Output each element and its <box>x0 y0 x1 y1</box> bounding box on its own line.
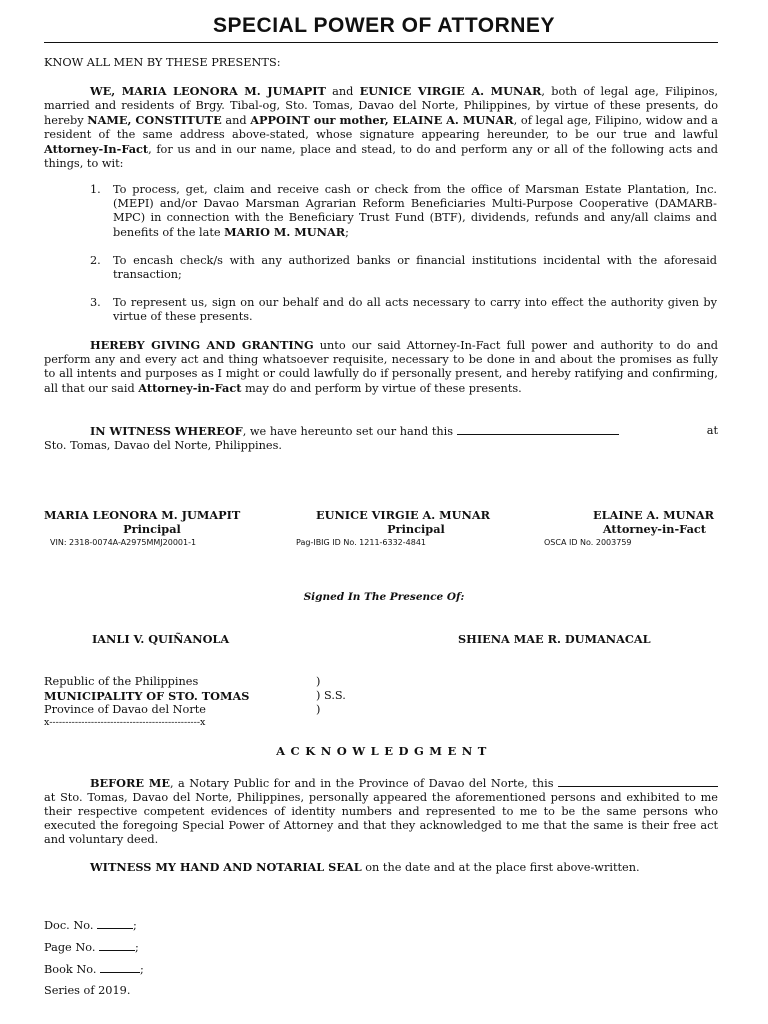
signatory-block <box>540 508 718 550</box>
venue-block <box>44 675 344 728</box>
witness-name: IANLI V. QUIÑANOLA <box>92 632 230 646</box>
know-all-heading: KNOW ALL MEN BY THESE PRESENTS: <box>44 56 281 69</box>
signatory-role: Principal <box>387 522 445 536</box>
item-number: 3. <box>90 296 101 309</box>
document-title: SPECIAL POWER OF ATTORNEY <box>213 14 555 37</box>
venue-line: Province of Davao del Norte <box>44 703 206 716</box>
acknowledgment-heading: ACKNOWLEDGMENT <box>276 744 492 758</box>
signatory-name: EUNICE VIRGIE A. MUNAR <box>316 508 490 522</box>
venue-line: Republic of the Philippines <box>44 675 199 688</box>
item-number: 2. <box>90 254 101 267</box>
signatory-name: ELAINE A. MUNAR <box>593 508 714 522</box>
signatory-id: VIN: 2318-0074A-A2975MMJ20001-1 <box>50 538 197 547</box>
signatory-role: Principal <box>123 522 181 536</box>
paragraph-witness-whereof: IN WITNESS WHEREOF, we have hereunto set our hand this at Sto. Tomas, Davao del Norte, Philippines. <box>44 424 718 453</box>
signed-in-presence: Signed In The Presence Of: <box>303 591 465 603</box>
page-number: Page No. ; <box>44 941 139 954</box>
venue-line: MUNICIPALITY OF STO. TOMAS <box>44 689 250 703</box>
list-item: To process, get, claim and receive cash or check from the office of Marsman Estate Plantation, Inc. (MEPI) and/or Davao Marsman Agrarian Reform Beneficiaries Multi-Purpose Cooperative (DAMARB-MPC) in connection with the Beneficiary Trust Fund (BTF), dividends, refunds and any/all claims and benefits of the late MARIO M. MUNAR; <box>113 183 717 240</box>
signatory-block <box>44 508 276 550</box>
signatory-name: MARIA LEONORA M. JUMAPIT <box>44 508 241 522</box>
date-blank[interactable] <box>558 776 718 787</box>
doc-number: Doc. No. ; <box>44 919 137 932</box>
venue-divider: x-----------------------------------------------x <box>44 717 206 728</box>
paragraph-before-me: BEFORE ME, a Notary Public for and in the Province of Davao del Norte, this at Sto. Tomas, Davao del Norte, Philippines, personally appeared the aforementioned persons and exhibited to me their respective competent evidences of identity numbers and represented to me to be the same persons who executed the foregoing Special Power of Attorney and that they acknowledged to me that the same is their free act and voluntary deed. <box>44 776 718 847</box>
list-item: To represent us, sign on our behalf and do all acts necessary to carry into effect the authority given by virtue of these presents. <box>113 296 717 324</box>
book-number: Book No. ; <box>44 963 144 976</box>
paragraph-appointment: WE, MARIA LEONORA M. JUMAPIT and EUNICE VIRGIE A. MUNAR, both of legal age, Filipinos, married and residents of Brgy. Tibal-og, Sto. Tomas, Davao del Norte, Philippines, by virtue of these presents, do hereby NAME, CONSTITUTE and APPOINT our mother, ELAINE A. MUNAR, of legal age, Filipino, widow and a resident of the same address above-stated, whose signature appearing hereunder, to be our true and lawful Attorney-In-Fact, for us and in our name, place and stead, to do and perform any or all of the following acts and things, to wit: <box>44 84 718 171</box>
list-item: To encash check/s with any authorized banks or financial institutions incidental with the aforesaid transaction; <box>113 254 717 282</box>
paragraph-granting: HEREBY GIVING AND GRANTING unto our said Attorney-In-Fact full power and authority to do and perform any and every act and thing whatsoever requisite, necessary to be done in and about the promises as fully to all intents and purposes as I might or could lawfully do if personally present, and hereby ratifying and confirming, all that our said Attorney-in-Fact may do and perform by virtue of these presents. <box>44 338 718 396</box>
signatory-block <box>296 508 536 550</box>
title-divider <box>44 42 718 43</box>
witness-name: SHIENA MAE R. DUMANACAL <box>458 632 651 646</box>
venue-parens: ) ) S.S. ) <box>316 675 346 716</box>
date-blank[interactable] <box>457 424 619 435</box>
signatory-id: OSCA ID No. 2003759 <box>544 538 632 547</box>
series-year: Series of 2019. <box>44 984 131 997</box>
signatory-role: Attorney-in-Fact <box>602 522 706 536</box>
paragraph-notarial-seal: WITNESS MY HAND AND NOTARIAL SEAL on the date and at the place first above-written. <box>90 860 640 874</box>
signatory-id: Pag-IBIG ID No. 1211-6332-4841 <box>296 538 427 547</box>
item-number: 1. <box>90 183 101 196</box>
